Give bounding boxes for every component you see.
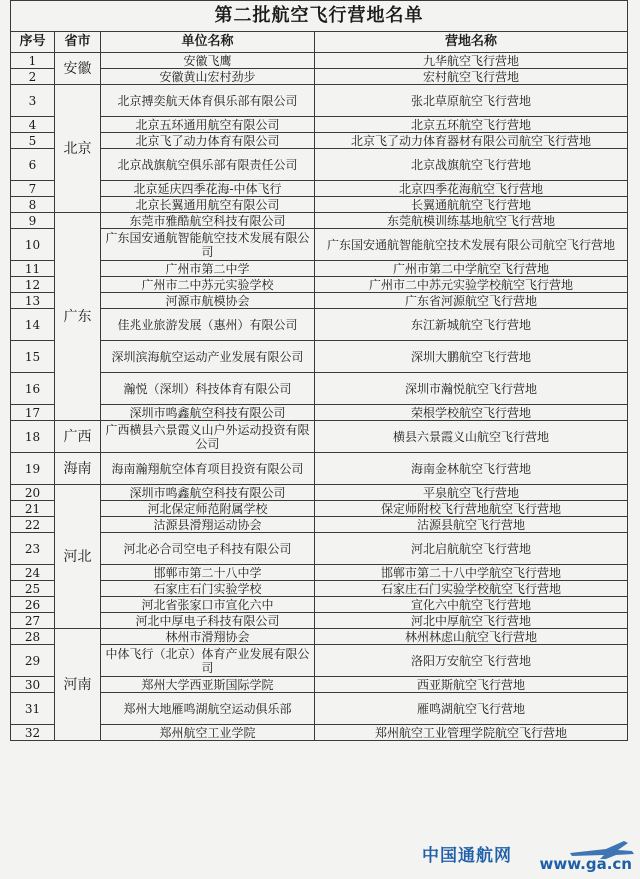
camp-name-cell: 雁鸣湖航空飞行营地 [315, 693, 628, 725]
row-number: 10 [11, 229, 55, 261]
table-row [11, 117, 628, 133]
table-row [11, 229, 628, 261]
camp-name-cell: 宣化六中航空飞行营地 [315, 597, 628, 613]
table-row [11, 133, 628, 149]
row-number: 24 [11, 565, 55, 581]
province-cell: 北京 [55, 85, 101, 213]
table-row [11, 405, 628, 421]
camp-name-cell: 东江新城航空飞行营地 [315, 309, 628, 341]
table-row [11, 309, 628, 341]
camp-name-cell: 平泉航空飞行营地 [315, 485, 628, 501]
unit-name-cell: 河北必合司空电子科技有限公司 [101, 533, 315, 565]
table-row [11, 277, 628, 293]
header-no: 序号 [11, 32, 55, 53]
unit-name-cell: 北京五环通用航空有限公司 [101, 117, 315, 133]
province-cell: 广西 [55, 421, 101, 453]
unit-name-cell: 北京长翼通用航空有限公司 [101, 197, 315, 213]
row-number: 16 [11, 373, 55, 405]
unit-name-cell: 深圳市鸣鑫航空科技有限公司 [101, 405, 315, 421]
unit-name-cell: 深圳市鸣鑫航空科技有限公司 [101, 485, 315, 501]
camp-name-cell: 河北启航航空飞行营地 [315, 533, 628, 565]
unit-name-cell: 郑州大地雁鸣湖航空运动俱乐部 [101, 693, 315, 725]
row-number: 30 [11, 677, 55, 693]
row-number: 5 [11, 133, 55, 149]
unit-name-cell: 安徽黄山宏村劲步 [101, 69, 315, 85]
camp-name-cell: 西亚斯航空飞行营地 [315, 677, 628, 693]
table-row [11, 453, 628, 485]
row-number: 18 [11, 421, 55, 453]
row-number: 6 [11, 149, 55, 181]
camp-name-cell: 沽源县航空飞行营地 [315, 517, 628, 533]
row-number: 26 [11, 597, 55, 613]
unit-name-cell: 广东国安通航智能航空技术发展有限公司 [101, 229, 315, 261]
row-number: 9 [11, 213, 55, 229]
unit-name-cell: 北京战旗航空俱乐部有限责任公司 [101, 149, 315, 181]
province-cell: 河北 [55, 485, 101, 629]
camp-name-cell: 林州林虑山航空飞行营地 [315, 629, 628, 645]
row-number: 12 [11, 277, 55, 293]
camp-list-table [10, 0, 628, 741]
unit-name-cell: 沽源县滑翔运动协会 [101, 517, 315, 533]
row-number: 4 [11, 117, 55, 133]
table-row [11, 421, 628, 453]
table-body [11, 53, 628, 741]
row-number: 28 [11, 629, 55, 645]
unit-name-cell: 北京飞了动力体育有限公司 [101, 133, 315, 149]
table-row [11, 197, 628, 213]
unit-name-cell: 广州市二中苏元实验学校 [101, 277, 315, 293]
unit-name-cell: 北京延庆四季花海-中体飞行 [101, 181, 315, 197]
unit-name-cell: 海南瀚翔航空体育项目投资有限公司 [101, 453, 315, 485]
camp-name-cell: 广东省河源航空飞行营地 [315, 293, 628, 309]
camp-name-cell: 北京五环航空飞行营地 [315, 117, 628, 133]
row-number: 23 [11, 533, 55, 565]
table-row [11, 613, 628, 629]
row-number: 20 [11, 485, 55, 501]
unit-name-cell: 深圳滨海航空运动产业发展有限公司 [101, 341, 315, 373]
row-number: 22 [11, 517, 55, 533]
camp-name-cell: 北京战旗航空飞行营地 [315, 149, 628, 181]
unit-name-cell: 北京搏奕航天体育俱乐部有限公司 [101, 85, 315, 117]
row-number: 14 [11, 309, 55, 341]
table-row [11, 69, 628, 85]
row-number: 19 [11, 453, 55, 485]
province-cell: 广东 [55, 213, 101, 421]
unit-name-cell: 中体飞行（北京）体育产业发展有限公司 [101, 645, 315, 677]
camp-name-cell: 横县六景霞义山航空飞行营地 [315, 421, 628, 453]
camp-name-cell: 保定师附校飞行营地航空飞行营地 [315, 501, 628, 517]
table-row [11, 581, 628, 597]
watermark-site-name: 中国通航网 [422, 846, 512, 866]
province-cell: 海南 [55, 453, 101, 485]
row-number: 8 [11, 197, 55, 213]
camp-name-cell: 北京四季花海航空飞行营地 [315, 181, 628, 197]
row-number: 21 [11, 501, 55, 517]
camp-name-cell: 九华航空飞行营地 [315, 53, 628, 69]
camp-name-cell: 广东国安通航智能航空技术发展有限公司航空飞行营地 [315, 229, 628, 261]
table-row [11, 373, 628, 405]
table-row [11, 629, 628, 645]
unit-name-cell: 河北省张家口市宣化六中 [101, 597, 315, 613]
unit-name-cell: 广西横县六景霞义山户外运动投资有限公司 [101, 421, 315, 453]
table-row [11, 293, 628, 309]
unit-name-cell: 郑州航空工业学院 [101, 725, 315, 741]
unit-name-cell: 林州市滑翔协会 [101, 629, 315, 645]
camp-name-cell: 北京飞了动力体育器材有限公司航空飞行营地 [315, 133, 628, 149]
camp-name-cell: 长翼通航航空飞行营地 [315, 197, 628, 213]
unit-name-cell: 邯郸市第二十八中学 [101, 565, 315, 581]
unit-name-cell: 东莞市雅酷航空科技有限公司 [101, 213, 315, 229]
table-row [11, 149, 628, 181]
table-row [11, 341, 628, 373]
table-row [11, 645, 628, 677]
table-row [11, 85, 628, 117]
unit-name-cell: 瀚悦（深圳）科技体育有限公司 [101, 373, 315, 405]
row-number: 17 [11, 405, 55, 421]
document-sheet [10, 0, 627, 741]
table-row [11, 677, 628, 693]
row-number: 29 [11, 645, 55, 677]
unit-name-cell: 广州市第二中学 [101, 261, 315, 277]
unit-name-cell: 河源市航模协会 [101, 293, 315, 309]
camp-name-cell: 邯郸市第二十八中学航空飞行营地 [315, 565, 628, 581]
table-row [11, 517, 628, 533]
table-row [11, 485, 628, 501]
site-watermark [422, 837, 636, 877]
watermark-url: www.ga.cn [539, 855, 632, 873]
camp-name-cell: 宏村航空飞行营地 [315, 69, 628, 85]
province-cell: 安徽 [55, 53, 101, 85]
camp-name-cell: 东莞航模训练基地航空飞行营地 [315, 213, 628, 229]
camp-name-cell: 深圳大鹏航空飞行营地 [315, 341, 628, 373]
row-number: 15 [11, 341, 55, 373]
table-row [11, 213, 628, 229]
camp-name-cell: 张北草原航空飞行营地 [315, 85, 628, 117]
camp-name-cell: 郑州航空工业管理学院航空飞行营地 [315, 725, 628, 741]
row-number: 13 [11, 293, 55, 309]
unit-name-cell: 安徽飞鹰 [101, 53, 315, 69]
row-number: 3 [11, 85, 55, 117]
row-number: 32 [11, 725, 55, 741]
row-number: 25 [11, 581, 55, 597]
camp-name-cell: 广州市第二中学航空飞行营地 [315, 261, 628, 277]
camp-name-cell: 石家庄石门实验学校航空飞行营地 [315, 581, 628, 597]
table-row [11, 181, 628, 197]
camp-name-cell: 海南金林航空飞行营地 [315, 453, 628, 485]
header-province: 省市 [55, 32, 101, 53]
table-row [11, 693, 628, 725]
row-number: 1 [11, 53, 55, 69]
camp-name-cell: 广州市二中苏元实验学校航空飞行营地 [315, 277, 628, 293]
camp-name-cell: 荣根学校航空飞行营地 [315, 405, 628, 421]
row-number: 11 [11, 261, 55, 277]
table-row [11, 725, 628, 741]
table-row [11, 533, 628, 565]
unit-name-cell: 河北保定师范附属学校 [101, 501, 315, 517]
unit-name-cell: 佳兆业旅游发展（惠州）有限公司 [101, 309, 315, 341]
row-number: 2 [11, 69, 55, 85]
unit-name-cell: 石家庄石门实验学校 [101, 581, 315, 597]
unit-name-cell: 郑州大学西亚斯国际学院 [101, 677, 315, 693]
header-unit: 单位名称 [101, 32, 315, 53]
row-number: 31 [11, 693, 55, 725]
table-row [11, 565, 628, 581]
camp-name-cell: 洛阳万安航空飞行营地 [315, 645, 628, 677]
camp-name-cell: 河北中厚航空飞行营地 [315, 613, 628, 629]
row-number: 7 [11, 181, 55, 197]
table-row [11, 501, 628, 517]
table-row [11, 261, 628, 277]
camp-name-cell: 深圳市瀚悦航空飞行营地 [315, 373, 628, 405]
row-number: 27 [11, 613, 55, 629]
table-row [11, 53, 628, 69]
unit-name-cell: 河北中厚电子科技有限公司 [101, 613, 315, 629]
document-title: 第二批航空飞行营地名单 [11, 1, 628, 32]
table-row [11, 597, 628, 613]
province-cell: 河南 [55, 629, 101, 741]
header-camp: 营地名称 [315, 32, 628, 53]
